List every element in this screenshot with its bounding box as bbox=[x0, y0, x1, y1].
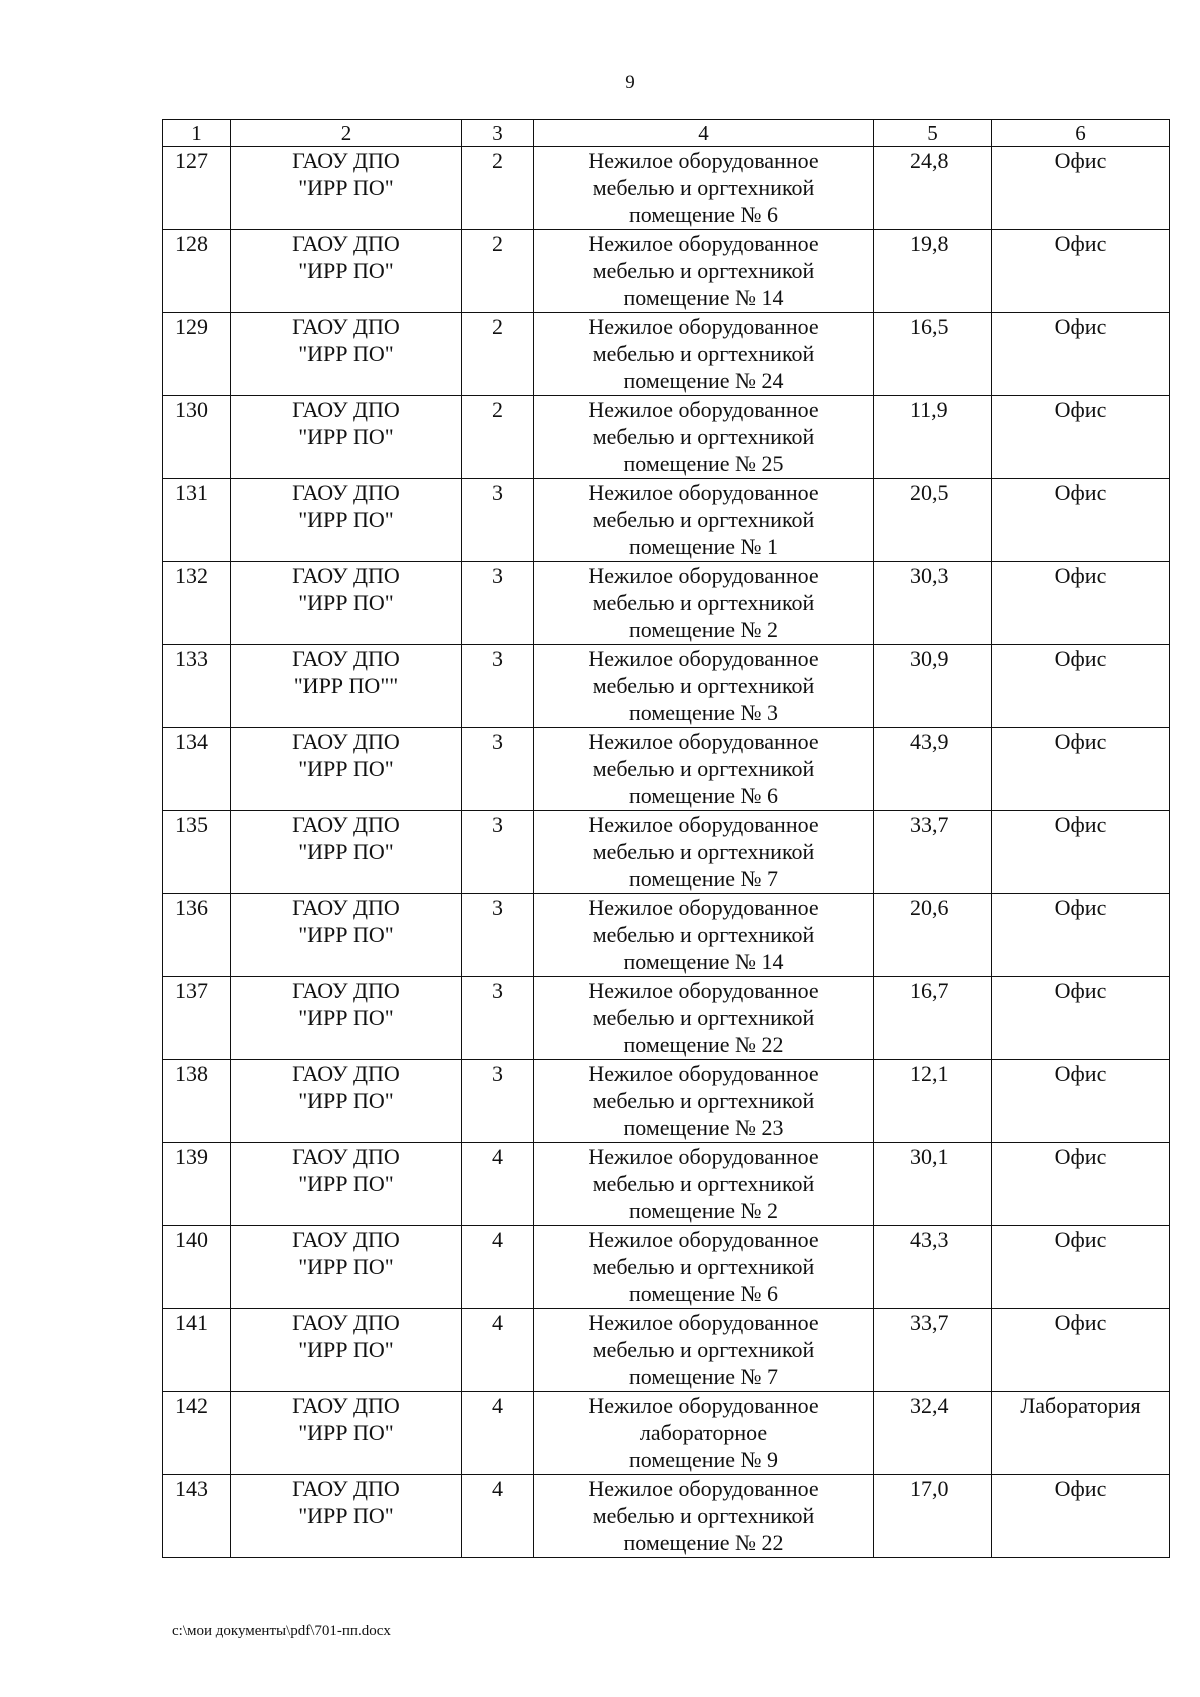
description-cell-line: Нежилое оборудованное bbox=[588, 397, 819, 422]
description-cell bbox=[534, 562, 874, 645]
column-header: 2 bbox=[231, 120, 462, 147]
organization-cell-line: "ИРР ПО" bbox=[298, 1420, 394, 1445]
row-number-cell bbox=[163, 894, 231, 977]
column-header: 3 bbox=[462, 120, 534, 147]
purpose-cell-line: Офис bbox=[1054, 231, 1107, 256]
premises-table bbox=[162, 119, 1170, 1558]
description-cell-line: Нежилое оборудованное bbox=[588, 1144, 819, 1169]
table-row bbox=[163, 147, 1170, 230]
purpose-cell-line: Офис bbox=[1054, 1227, 1107, 1252]
organization-cell-line: "ИРР ПО" bbox=[298, 507, 394, 532]
row-number-cell bbox=[163, 147, 231, 230]
row-number-cell-line: 137 bbox=[175, 978, 208, 1003]
row-number-cell bbox=[163, 1060, 231, 1143]
purpose-cell bbox=[992, 479, 1170, 562]
description-cell-line: Нежилое оборудованное bbox=[588, 1393, 819, 1418]
organization-cell-line: "ИРР ПО" bbox=[298, 756, 394, 781]
organization-cell-line: "ИРР ПО" bbox=[298, 1005, 394, 1030]
floor-cell-line: 3 bbox=[492, 1061, 503, 1086]
area-cell bbox=[874, 1392, 992, 1475]
description-cell-line: мебелью и оргтехникой bbox=[592, 1503, 815, 1528]
description-cell bbox=[534, 1060, 874, 1143]
floor-cell bbox=[462, 313, 534, 396]
row-number-cell-line: 129 bbox=[175, 314, 208, 339]
organization-cell-line: "ИРР ПО" bbox=[298, 590, 394, 615]
row-number-cell bbox=[163, 396, 231, 479]
description-cell bbox=[534, 1143, 874, 1226]
description-cell-line: Нежилое оборудованное bbox=[588, 978, 819, 1003]
area-cell-line: 32,4 bbox=[910, 1393, 949, 1418]
purpose-cell bbox=[992, 645, 1170, 728]
organization-cell-line: ГАОУ ДПО bbox=[292, 397, 400, 422]
table-row bbox=[163, 479, 1170, 562]
description-cell bbox=[534, 1475, 874, 1558]
row-number-cell-line: 139 bbox=[175, 1144, 208, 1169]
description-cell-line: мебелью и оргтехникой bbox=[592, 507, 815, 532]
area-cell bbox=[874, 1060, 992, 1143]
description-cell-line: помещение № 22 bbox=[623, 1032, 784, 1057]
row-number-cell-line: 142 bbox=[175, 1393, 208, 1418]
area-cell bbox=[874, 977, 992, 1060]
purpose-cell-line: Офис bbox=[1054, 1476, 1107, 1501]
organization-cell-line: ГАОУ ДПО bbox=[292, 978, 400, 1003]
organization-cell-line: "ИРР ПО" bbox=[298, 922, 394, 947]
description-cell-line: помещение № 24 bbox=[623, 368, 784, 393]
organization-cell-line: ГАОУ ДПО bbox=[292, 1144, 400, 1169]
organization-cell-line: "ИРР ПО" bbox=[298, 424, 394, 449]
area-cell-line: 20,5 bbox=[910, 480, 949, 505]
floor-cell bbox=[462, 396, 534, 479]
description-cell-line: помещение № 2 bbox=[628, 617, 779, 642]
row-number-cell bbox=[163, 645, 231, 728]
organization-cell-line: ГАОУ ДПО bbox=[292, 563, 400, 588]
description-cell-line: Нежилое оборудованное bbox=[588, 1310, 819, 1335]
area-cell-line: 19,8 bbox=[910, 231, 949, 256]
row-number-cell bbox=[163, 1392, 231, 1475]
purpose-cell bbox=[992, 147, 1170, 230]
floor-cell bbox=[462, 230, 534, 313]
row-number-cell bbox=[163, 811, 231, 894]
column-header: 6 bbox=[992, 120, 1170, 147]
description-cell-line: помещение № 6 bbox=[628, 1281, 779, 1306]
row-number-cell bbox=[163, 313, 231, 396]
area-cell bbox=[874, 1475, 992, 1558]
description-cell-line: мебелью и оргтехникой bbox=[592, 258, 815, 283]
row-number-cell bbox=[163, 977, 231, 1060]
floor-cell-line: 2 bbox=[492, 231, 503, 256]
area-cell bbox=[874, 1143, 992, 1226]
description-cell bbox=[534, 1226, 874, 1309]
floor-cell bbox=[462, 1060, 534, 1143]
row-number-cell-line: 143 bbox=[175, 1476, 208, 1501]
area-cell bbox=[874, 396, 992, 479]
floor-cell-line: 3 bbox=[492, 563, 503, 588]
area-cell-line: 30,3 bbox=[910, 563, 949, 588]
purpose-cell-line: Офис bbox=[1054, 1061, 1107, 1086]
area-cell bbox=[874, 562, 992, 645]
description-cell bbox=[534, 645, 874, 728]
description-cell-line: Нежилое оборудованное bbox=[588, 563, 819, 588]
organization-cell bbox=[231, 1226, 462, 1309]
organization-cell-line: ГАОУ ДПО bbox=[292, 1476, 400, 1501]
purpose-cell bbox=[992, 1226, 1170, 1309]
description-cell-line: мебелью и оргтехникой bbox=[592, 1005, 815, 1030]
description-cell-line: мебелью и оргтехникой bbox=[592, 756, 815, 781]
purpose-cell-line: Офис bbox=[1054, 314, 1107, 339]
description-cell bbox=[534, 1309, 874, 1392]
row-number-cell-line: 140 bbox=[175, 1227, 208, 1252]
organization-cell-line: ГАОУ ДПО bbox=[292, 812, 400, 837]
area-cell bbox=[874, 811, 992, 894]
floor-cell bbox=[462, 894, 534, 977]
floor-cell-line: 4 bbox=[492, 1476, 503, 1501]
floor-cell bbox=[462, 1309, 534, 1392]
purpose-cell bbox=[992, 811, 1170, 894]
area-cell-line: 33,7 bbox=[910, 812, 949, 837]
row-number-cell-line: 127 bbox=[175, 148, 208, 173]
organization-cell-line: ГАОУ ДПО bbox=[292, 729, 400, 754]
area-cell bbox=[874, 479, 992, 562]
floor-cell bbox=[462, 479, 534, 562]
description-cell bbox=[534, 811, 874, 894]
purpose-cell-line: Офис bbox=[1054, 1310, 1107, 1335]
floor-cell-line: 4 bbox=[492, 1227, 503, 1252]
description-cell-line: помещение № 1 bbox=[628, 534, 779, 559]
purpose-cell-line: Лаборатория bbox=[1020, 1393, 1141, 1418]
area-cell bbox=[874, 147, 992, 230]
description-cell bbox=[534, 230, 874, 313]
area-cell-line: 30,9 bbox=[910, 646, 949, 671]
row-number-cell-line: 132 bbox=[175, 563, 208, 588]
description-cell-line: Нежилое оборудованное bbox=[588, 148, 819, 173]
table-row bbox=[163, 313, 1170, 396]
purpose-cell bbox=[992, 1309, 1170, 1392]
organization-cell-line: ГАОУ ДПО bbox=[292, 1310, 400, 1335]
organization-cell bbox=[231, 396, 462, 479]
floor-cell bbox=[462, 977, 534, 1060]
organization-cell-line: "ИРР ПО" bbox=[298, 341, 394, 366]
organization-cell bbox=[231, 1143, 462, 1226]
description-cell-line: помещение № 25 bbox=[623, 451, 784, 476]
table-row bbox=[163, 1226, 1170, 1309]
description-cell bbox=[534, 977, 874, 1060]
organization-cell bbox=[231, 645, 462, 728]
column-header: 4 bbox=[534, 120, 874, 147]
table-row bbox=[163, 562, 1170, 645]
description-cell-line: мебелью и оргтехникой bbox=[592, 839, 815, 864]
purpose-cell bbox=[992, 396, 1170, 479]
purpose-cell bbox=[992, 1143, 1170, 1226]
purpose-cell-line: Офис bbox=[1054, 978, 1107, 1003]
floor-cell bbox=[462, 562, 534, 645]
floor-cell-line: 3 bbox=[492, 480, 503, 505]
purpose-cell bbox=[992, 230, 1170, 313]
table-row bbox=[163, 728, 1170, 811]
floor-cell bbox=[462, 645, 534, 728]
description-cell-line: мебелью и оргтехникой bbox=[592, 922, 815, 947]
description-cell-line: Нежилое оборудованное bbox=[588, 646, 819, 671]
row-number-cell bbox=[163, 230, 231, 313]
floor-cell bbox=[462, 147, 534, 230]
area-cell-line: 43,3 bbox=[910, 1227, 949, 1252]
floor-cell-line: 4 bbox=[492, 1310, 503, 1335]
area-cell bbox=[874, 1309, 992, 1392]
purpose-cell bbox=[992, 1060, 1170, 1143]
description-cell-line: мебелью и оргтехникой bbox=[592, 590, 815, 615]
description-cell-line: мебелью и оргтехникой bbox=[592, 1254, 815, 1279]
purpose-cell-line: Офис bbox=[1054, 1144, 1107, 1169]
description-cell-line: помещение № 9 bbox=[628, 1447, 779, 1472]
floor-cell bbox=[462, 728, 534, 811]
description-cell bbox=[534, 479, 874, 562]
purpose-cell bbox=[992, 562, 1170, 645]
table-row bbox=[163, 1475, 1170, 1558]
organization-cell-line: "ИРР ПО" bbox=[298, 258, 394, 283]
area-cell bbox=[874, 645, 992, 728]
description-cell-line: Нежилое оборудованное bbox=[588, 1061, 819, 1086]
file-path-footer: c:\мои документы\pdf\701-пп.docx bbox=[172, 1623, 391, 1639]
row-number-cell-line: 141 bbox=[175, 1310, 208, 1335]
purpose-cell bbox=[992, 728, 1170, 811]
table-row bbox=[163, 230, 1170, 313]
floor-cell-line: 3 bbox=[492, 729, 503, 754]
organization-cell bbox=[231, 1060, 462, 1143]
table-row bbox=[163, 396, 1170, 479]
floor-cell bbox=[462, 1475, 534, 1558]
table-row bbox=[163, 1143, 1170, 1226]
row-number-cell-line: 128 bbox=[175, 231, 208, 256]
organization-cell bbox=[231, 1392, 462, 1475]
floor-cell-line: 3 bbox=[492, 812, 503, 837]
area-cell-line: 12,1 bbox=[910, 1061, 949, 1086]
organization-cell-line: "ИРР ПО"" bbox=[293, 673, 399, 698]
description-cell bbox=[534, 728, 874, 811]
row-number-cell bbox=[163, 562, 231, 645]
row-number-cell-line: 133 bbox=[175, 646, 208, 671]
floor-cell bbox=[462, 811, 534, 894]
floor-cell-line: 4 bbox=[492, 1393, 503, 1418]
purpose-cell-line: Офис bbox=[1054, 812, 1107, 837]
row-number-cell bbox=[163, 1309, 231, 1392]
organization-cell bbox=[231, 147, 462, 230]
description-cell-line: мебелью и оргтехникой bbox=[592, 175, 815, 200]
column-header: 5 bbox=[874, 120, 992, 147]
column-header: 1 bbox=[163, 120, 231, 147]
floor-cell-line: 2 bbox=[492, 397, 503, 422]
organization-cell-line: ГАОУ ДПО bbox=[292, 480, 400, 505]
description-cell-line: мебелью и оргтехникой bbox=[592, 673, 815, 698]
organization-cell-line: ГАОУ ДПО bbox=[292, 1393, 400, 1418]
organization-cell bbox=[231, 728, 462, 811]
description-cell-line: помещение № 7 bbox=[628, 1364, 779, 1389]
area-cell-line: 20,6 bbox=[910, 895, 949, 920]
description-cell-line: помещение № 23 bbox=[623, 1115, 784, 1140]
row-number-cell bbox=[163, 479, 231, 562]
organization-cell bbox=[231, 479, 462, 562]
floor-cell-line: 3 bbox=[492, 978, 503, 1003]
organization-cell-line: "ИРР ПО" bbox=[298, 175, 394, 200]
description-cell-line: помещение № 2 bbox=[628, 1198, 779, 1223]
table-row bbox=[163, 1060, 1170, 1143]
organization-cell bbox=[231, 1475, 462, 1558]
area-cell-line: 24,8 bbox=[910, 148, 949, 173]
purpose-cell bbox=[992, 977, 1170, 1060]
floor-cell bbox=[462, 1392, 534, 1475]
organization-cell bbox=[231, 230, 462, 313]
area-cell-line: 11,9 bbox=[910, 397, 948, 422]
floor-cell-line: 2 bbox=[492, 314, 503, 339]
description-cell-line: мебелью и оргтехникой bbox=[592, 1337, 815, 1362]
description-cell-line: лабораторное bbox=[639, 1420, 768, 1445]
organization-cell bbox=[231, 894, 462, 977]
description-cell-line: Нежилое оборудованное bbox=[588, 895, 819, 920]
purpose-cell bbox=[992, 1392, 1170, 1475]
description-cell-line: помещение № 6 bbox=[628, 202, 779, 227]
table-row bbox=[163, 1392, 1170, 1475]
table-header-row bbox=[163, 120, 1170, 147]
purpose-cell-line: Офис bbox=[1054, 646, 1107, 671]
description-cell-line: Нежилое оборудованное bbox=[588, 1476, 819, 1501]
area-cell bbox=[874, 1226, 992, 1309]
table-row bbox=[163, 977, 1170, 1060]
purpose-cell bbox=[992, 894, 1170, 977]
purpose-cell-line: Офис bbox=[1054, 563, 1107, 588]
row-number-cell-line: 136 bbox=[175, 895, 208, 920]
description-cell bbox=[534, 396, 874, 479]
organization-cell bbox=[231, 811, 462, 894]
floor-cell-line: 3 bbox=[492, 895, 503, 920]
area-cell bbox=[874, 313, 992, 396]
description-cell bbox=[534, 313, 874, 396]
purpose-cell-line: Офис bbox=[1054, 729, 1107, 754]
organization-cell-line: ГАОУ ДПО bbox=[292, 1061, 400, 1086]
description-cell-line: помещение № 14 bbox=[623, 949, 784, 974]
description-cell-line: Нежилое оборудованное bbox=[588, 812, 819, 837]
area-cell-line: 16,5 bbox=[910, 314, 949, 339]
organization-cell-line: ГАОУ ДПО bbox=[292, 314, 400, 339]
organization-cell-line: ГАОУ ДПО bbox=[292, 148, 400, 173]
area-cell bbox=[874, 230, 992, 313]
description-cell-line: мебелью и оргтехникой bbox=[592, 424, 815, 449]
purpose-cell-line: Офис bbox=[1054, 148, 1107, 173]
description-cell-line: помещение № 14 bbox=[623, 285, 784, 310]
table-row bbox=[163, 645, 1170, 728]
description-cell-line: мебелью и оргтехникой bbox=[592, 341, 815, 366]
row-number-cell-line: 134 bbox=[175, 729, 208, 754]
floor-cell bbox=[462, 1143, 534, 1226]
row-number-cell-line: 130 bbox=[175, 397, 208, 422]
organization-cell-line: "ИРР ПО" bbox=[298, 1337, 394, 1362]
area-cell bbox=[874, 894, 992, 977]
organization-cell bbox=[231, 562, 462, 645]
floor-cell bbox=[462, 1226, 534, 1309]
organization-cell-line: "ИРР ПО" bbox=[298, 839, 394, 864]
organization-cell-line: ГАОУ ДПО bbox=[292, 646, 400, 671]
row-number-cell-line: 138 bbox=[175, 1061, 208, 1086]
description-cell-line: мебелью и оргтехникой bbox=[592, 1171, 815, 1196]
purpose-cell-line: Офис bbox=[1054, 895, 1107, 920]
floor-cell-line: 2 bbox=[492, 148, 503, 173]
purpose-cell bbox=[992, 313, 1170, 396]
row-number-cell bbox=[163, 728, 231, 811]
row-number-cell bbox=[163, 1226, 231, 1309]
organization-cell-line: ГАОУ ДПО bbox=[292, 231, 400, 256]
organization-cell bbox=[231, 977, 462, 1060]
description-cell-line: помещение № 7 bbox=[628, 866, 779, 891]
area-cell bbox=[874, 728, 992, 811]
organization-cell-line: "ИРР ПО" bbox=[298, 1171, 394, 1196]
floor-cell-line: 3 bbox=[492, 646, 503, 671]
page-number: 9 bbox=[625, 72, 635, 93]
table-row bbox=[163, 811, 1170, 894]
row-number-cell-line: 131 bbox=[175, 480, 208, 505]
row-number-cell bbox=[163, 1143, 231, 1226]
description-cell-line: Нежилое оборудованное bbox=[588, 231, 819, 256]
description-cell-line: мебелью и оргтехникой bbox=[592, 1088, 815, 1113]
description-cell bbox=[534, 147, 874, 230]
description-cell bbox=[534, 894, 874, 977]
area-cell-line: 30,1 bbox=[910, 1144, 949, 1169]
table-row bbox=[163, 1309, 1170, 1392]
purpose-cell bbox=[992, 1475, 1170, 1558]
description-cell-line: Нежилое оборудованное bbox=[588, 314, 819, 339]
row-number-cell bbox=[163, 1475, 231, 1558]
area-cell-line: 17,0 bbox=[910, 1476, 949, 1501]
floor-cell-line: 4 bbox=[492, 1144, 503, 1169]
organization-cell-line: ГАОУ ДПО bbox=[292, 1227, 400, 1252]
organization-cell-line: ГАОУ ДПО bbox=[292, 895, 400, 920]
description-cell-line: помещение № 6 bbox=[628, 783, 779, 808]
description-cell-line: помещение № 22 bbox=[623, 1530, 784, 1555]
purpose-cell-line: Офис bbox=[1054, 397, 1107, 422]
area-cell-line: 16,7 bbox=[910, 978, 949, 1003]
purpose-cell-line: Офис bbox=[1054, 480, 1107, 505]
organization-cell-line: "ИРР ПО" bbox=[298, 1088, 394, 1113]
table-row bbox=[163, 894, 1170, 977]
area-cell-line: 33,7 bbox=[910, 1310, 949, 1335]
area-cell-line: 43,9 bbox=[910, 729, 949, 754]
description-cell bbox=[534, 1392, 874, 1475]
organization-cell-line: "ИРР ПО" bbox=[298, 1503, 394, 1528]
organization-cell bbox=[231, 313, 462, 396]
row-number-cell-line: 135 bbox=[175, 812, 208, 837]
organization-cell-line: "ИРР ПО" bbox=[298, 1254, 394, 1279]
description-cell-line: Нежилое оборудованное bbox=[588, 1227, 819, 1252]
description-cell-line: Нежилое оборудованное bbox=[588, 729, 819, 754]
description-cell-line: помещение № 3 bbox=[628, 700, 779, 725]
description-cell-line: Нежилое оборудованное bbox=[588, 480, 819, 505]
organization-cell bbox=[231, 1309, 462, 1392]
